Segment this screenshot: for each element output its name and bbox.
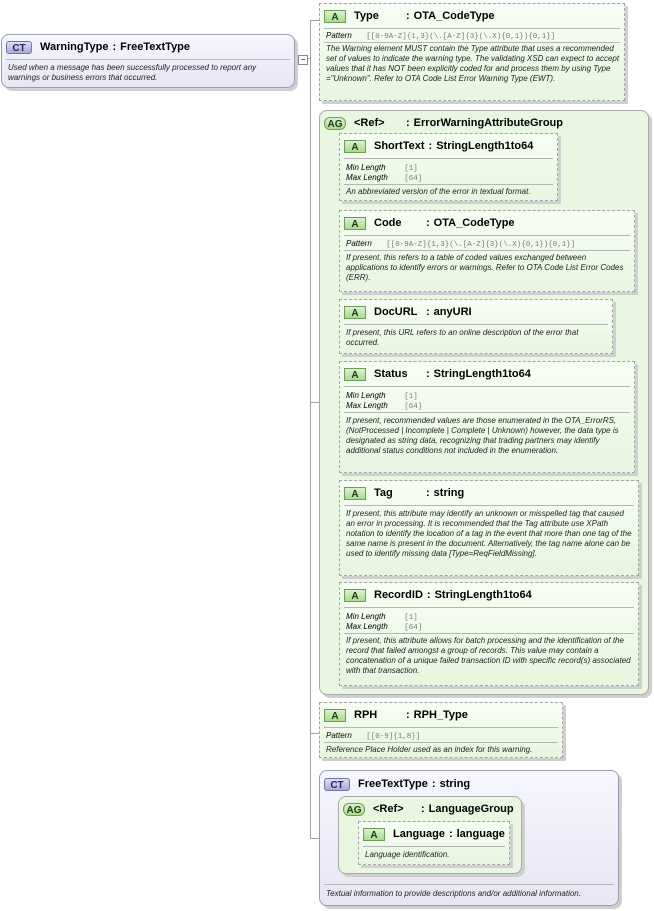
type-description: The Warning element MUST contain the Type attribute that uses a recommended set of values to indicate the warning type. The validating XSD can expect to accept values that it has NOT been explicitly coded for and process them by using Type ="Unknown". Refer to OTA Code List Error Warning Type (EWT). <box>326 44 620 83</box>
status-min: Min Length [1] <box>346 391 418 401</box>
collapse-toggle-icon[interactable]: − <box>298 55 308 65</box>
type-attr-type: OTA_CodeType <box>413 10 495 22</box>
attribute-group-icon: AG <box>324 117 346 130</box>
warning-type-header: CT WarningType : FreeTextType <box>6 38 190 56</box>
complex-type-icon: CT <box>6 41 32 54</box>
type-attr-name: Type <box>354 10 379 22</box>
short-text-min: Min Length [1] <box>346 163 418 173</box>
attribute-icon: A <box>344 368 366 381</box>
record-id-max: Max Length [64] <box>346 622 423 632</box>
rph-pattern: Pattern [[0-9]{1,8}] <box>326 731 421 741</box>
record-id-min: Min Length [1] <box>346 612 418 622</box>
tag-attribute[interactable]: A Tag : string If present, this attribute may identify an unknown or misspelled tag that caused an error in processing. It is recommended that the Tag attribute use XPath notation to identify the location of a tag in the event that more than one tag of the same name is present in the document. Alternatively, the tag name alone can be used to identify missing data [Type=ReqFieldMissing]. <box>339 480 639 576</box>
rph-attribute[interactable]: A RPH : RPH_Type Pattern [[0-9]{1,8}] Reference Place Holder used as an index for this warning. <box>319 702 563 758</box>
record-id-attribute[interactable]: A RecordID : StringLength1to64 Min Length [1] Max Length [64] If present, this attribute allows for batch processing and the identification of the record that failed amongst a group of records. This value may contain a concatenation of a unique failed transaction ID with specific record(s) associated with that transaction. <box>339 582 639 686</box>
connector-rph <box>310 733 319 734</box>
short-text-max: Max Length [64] <box>346 173 423 183</box>
attribute-icon: A <box>324 709 346 722</box>
attribute-icon: A <box>344 589 366 602</box>
code-attribute[interactable]: A Code : OTA_CodeType Pattern [[0-9A-Z]{1,3}(\.[A-Z]{3}(\.X){0,1}){0,1}] If present, this refers to a table of coded values exchanged between applications to identify errors or warnings. Refer to OTA Code List Error Codes (ERR). <box>339 210 635 292</box>
complex-type-icon: CT <box>324 778 350 791</box>
language-attribute[interactable]: A Language : language Language identification. <box>358 821 510 865</box>
attribute-icon: A <box>344 140 366 153</box>
type-pattern: Pattern [[0-9A-Z]{1,3}(\.[A-Z]{3}(\.X){0,1}){0,1}] <box>326 31 556 41</box>
error-group-ref: <Ref> <box>354 117 385 129</box>
status-attribute[interactable]: A Status : StringLength1to64 Min Length [1] Max Length [64] If present, recommended values are those enumerated in the OTA_ErrorRS, (NotProcessed | Incomplete | Complete | Unknown) however, the data type is designated as string data, recognizing that trading partners may identify additional status conditions not included in the enumeration. <box>339 361 635 473</box>
doc-url-attribute[interactable]: A DocURL : anyURI If present, this URL refers to an online description of the error that occurred. <box>339 299 613 354</box>
warning-type-name: WarningType <box>40 41 109 53</box>
warning-type-type: FreeTextType <box>120 41 191 53</box>
free-text-description: Textual information to provide descriptions and/or additional information. <box>326 889 581 898</box>
attribute-group-icon: AG <box>343 803 365 816</box>
error-group-name: ErrorWarningAttributeGroup <box>413 117 563 129</box>
attribute-icon: A <box>324 10 346 23</box>
connector-free-text <box>310 838 319 839</box>
attribute-icon: A <box>344 217 366 230</box>
connector-trunk <box>310 20 311 838</box>
attribute-icon: A <box>344 306 366 319</box>
short-text-attribute[interactable]: A ShortText : StringLength1to64 Min Length [1] Max Length [64] An abbreviated version of the error in textual format. <box>339 133 558 201</box>
connector-type <box>310 20 319 21</box>
status-max: Max Length [64] <box>346 401 423 411</box>
connector-error-group <box>310 402 319 403</box>
attribute-icon: A <box>363 828 385 841</box>
language-group[interactable]: AG <Ref> : LanguageGroup <box>338 796 522 874</box>
attribute-icon: A <box>344 487 366 500</box>
code-pattern: Pattern [[0-9A-Z]{1,3}(\.[A-Z]{3}(\.X){0,1}){0,1}] <box>346 239 576 249</box>
free-text-type-node[interactable]: CT FreeTextType : string Textual information to provide descriptions and/or additional information. <box>319 770 619 906</box>
type-attribute[interactable]: A Type : OTA_CodeType Pattern [[0-9A-Z]{1,3}(\.[A-Z]{3}(\.X){0,1}){0,1}] The Warning element MUST contain the Type attribute that uses a recommended set of values to indicate the warning type. The validating XSD can expect to accept values that it has NOT been explicitly coded for and process them by using Type ="Unknown". Refer to OTA Code List Error Warning Type (EWT). <box>319 3 625 101</box>
divider <box>6 59 290 60</box>
error-warning-attribute-group[interactable]: AG <Ref> : ErrorWarningAttributeGroup <box>319 110 649 695</box>
warning-type-description: Used when a message has been successfully processed to report any warnings or business errors that occurred. <box>8 63 257 82</box>
warning-type-node[interactable] <box>1 34 306 88</box>
